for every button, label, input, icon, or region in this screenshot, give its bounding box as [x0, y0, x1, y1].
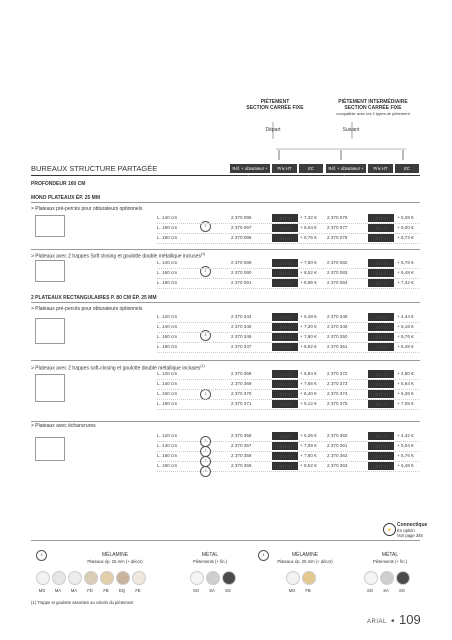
- group5-badge-0: 3: [200, 436, 211, 447]
- ref-cell: 2 370 363: [327, 463, 348, 468]
- ref-cell: 2 370 347: [231, 344, 252, 349]
- price-box: 591 €: [368, 370, 394, 378]
- swatch-eq: [116, 571, 130, 585]
- size-cell: L. 140 cm: [157, 381, 178, 386]
- ref-cell: 2 370 350: [327, 334, 348, 339]
- price-box: 581 €: [368, 259, 394, 267]
- ref-cell: 2 370 346: [327, 314, 348, 319]
- finish-right-metal-sub: Piètements (+ fin.): [372, 559, 408, 564]
- swatch-mg: [36, 571, 50, 585]
- ec-cell: + 9,76 €: [300, 235, 317, 240]
- ec-cell: + 9,96 €: [300, 280, 317, 285]
- metal-swatch-sg: [396, 571, 410, 585]
- table-row: [0, 461, 452, 471]
- price-box: 448 €: [368, 452, 394, 460]
- price-box: 631 €: [368, 390, 394, 398]
- swatch-label: MA: [54, 588, 62, 593]
- group3-badge: 3: [200, 330, 211, 341]
- finish-right-metal-title: MÉTAL: [381, 552, 399, 558]
- ec-cell: + 6,36 €: [300, 433, 317, 438]
- price-box: 499 €: [272, 333, 298, 341]
- swatch-mg: [286, 571, 300, 585]
- price-box: 550 €: [272, 462, 298, 470]
- table-row: [0, 233, 452, 243]
- table-row: [0, 258, 452, 268]
- ref-cell: 2 370 098: [231, 235, 252, 240]
- ref-cell: 2 370 359: [231, 463, 252, 468]
- ec-cell: + 4,80 €: [397, 371, 414, 376]
- size-cell: L. 120 cm: [157, 371, 178, 376]
- group4-rule: [31, 360, 420, 361]
- size-cell: L. 160 cm: [157, 334, 178, 339]
- ref-cell: 2 370 097: [231, 225, 252, 230]
- header-cell-price1: Prix HT: [272, 164, 297, 173]
- ec-cell: + 7,08 €: [397, 401, 414, 406]
- swatch-fd: [84, 571, 98, 585]
- header-cell-ref1: Réf. + obturateur + fin.: [230, 164, 270, 173]
- ref-cell: 2 370 077: [327, 225, 348, 230]
- ec-cell: + 5,28 €: [397, 215, 414, 220]
- swatch-fb: [100, 571, 114, 585]
- metal-swatch-label: SA: [209, 588, 215, 593]
- row-divider: [157, 352, 420, 353]
- connectique-title: Connectique: [397, 522, 428, 528]
- size-cell: L. 120 cm: [157, 314, 178, 319]
- size-cell: L. 160 cm: [157, 225, 178, 230]
- size-cell: L. 140 cm: [157, 443, 178, 448]
- ec-cell: + 4,44 €: [397, 314, 414, 319]
- ref-cell: 2 370 356: [231, 433, 252, 438]
- ec-cell: + 6,72 €: [397, 235, 414, 240]
- desk-top: [276, 148, 406, 150]
- group5-badge-3: 3: [200, 466, 211, 477]
- header-cell-ec2: EC: [395, 164, 419, 173]
- footer-dot: •: [391, 616, 395, 627]
- ec-cell: + 6,36 €: [397, 391, 414, 396]
- price-box: 713 €: [272, 279, 298, 287]
- metal-swatch-so: [364, 571, 378, 585]
- ec-cell: + 5,76 €: [397, 260, 414, 265]
- size-cell: L. 180 cm: [157, 280, 178, 285]
- price-box: 478 €: [272, 224, 298, 232]
- metal-swatch-label: SG: [224, 588, 232, 593]
- suivant-label: Suivant: [342, 127, 360, 133]
- price-box: 488 €: [272, 432, 298, 440]
- leg-left: [278, 150, 280, 160]
- size-cell: L. 180 cm: [157, 235, 178, 240]
- ref-cell: 2 370 344: [231, 314, 252, 319]
- mono-plateaux-heading: MONO PLATEAUX ÉP. 25 MM: [31, 195, 100, 201]
- ref-cell: 2 370 349: [327, 324, 348, 329]
- table-row: [0, 441, 452, 451]
- price-box: 672 €: [272, 370, 298, 378]
- price-box: 631 €: [368, 279, 394, 287]
- ec-cell: + 8,52 €: [300, 463, 317, 468]
- price-box: 499 €: [272, 234, 298, 242]
- size-cell: L. 160 cm: [157, 391, 178, 396]
- size-cell: L. 120 cm: [157, 433, 178, 438]
- finish-right-melamine-sub: Plateaux ép. 25 mm (+ décor): [277, 559, 333, 564]
- ec-cell: + 5,76 €: [397, 334, 414, 339]
- table-row: [0, 369, 452, 379]
- group2-badge: 2: [200, 266, 211, 277]
- row-divider: [157, 243, 420, 244]
- ec-cell: + 7,08 €: [300, 443, 317, 448]
- ref-cell: 2 370 374: [327, 391, 348, 396]
- ref-cell: 2 370 362: [327, 453, 348, 458]
- ec-cell: + 8,52 €: [300, 344, 317, 349]
- metal-swatch-sa: [206, 571, 220, 585]
- price-box: 652 €: [368, 400, 394, 408]
- swatch-label: FD: [87, 588, 93, 593]
- size-cell: L. 140 cm: [157, 260, 178, 265]
- pietement-right-line2: SECTION CARRÉE FIXE: [344, 105, 402, 111]
- section-title: BUREAUX STRUCTURE PARTAGÉE: [31, 164, 158, 173]
- size-cell: L. 180 cm: [157, 401, 178, 406]
- ec-cell: + 8,52 €: [300, 270, 317, 275]
- table-row: [0, 223, 452, 233]
- price-box: 438 €: [368, 343, 394, 351]
- pietement-right-label: [318, 99, 428, 117]
- group5-badge-1: 2: [200, 446, 211, 457]
- ref-cell: 2 370 371: [231, 401, 252, 406]
- swatch-ma: [68, 571, 82, 585]
- price-box: 458 €: [272, 313, 298, 321]
- ec-cell: + 5,16 €: [397, 324, 414, 329]
- ref-cell: 2 370 083: [327, 270, 348, 275]
- price-box: 508 €: [272, 442, 298, 450]
- price-box: 417 €: [368, 333, 394, 341]
- price-box: 316 €: [368, 214, 394, 222]
- price-box: 407 €: [368, 432, 394, 440]
- price-box: 357 €: [368, 224, 394, 232]
- ec-cell: + 5,64 €: [397, 381, 414, 386]
- price-box: 713 €: [272, 390, 298, 398]
- group1-title: > Plateaux pré-percés pour obturateurs optionnels: [31, 206, 143, 212]
- group2-rule: [31, 249, 420, 250]
- row-divider: [157, 471, 420, 472]
- row-divider: [157, 288, 420, 289]
- swatch-label: FB: [305, 588, 311, 593]
- leg-mid: [340, 150, 342, 160]
- group1-badge: 2: [200, 221, 211, 232]
- depart-label: Départ: [265, 127, 281, 133]
- ref-cell: 2 370 096: [231, 215, 252, 220]
- price-box: 458 €: [272, 214, 298, 222]
- metal-swatch-label: SG: [398, 588, 406, 593]
- price-box: 693 €: [272, 269, 298, 277]
- footnote: (1) Trappe et goulotte assorties au coloris du piètement: [31, 600, 134, 605]
- price-box: 529 €: [272, 452, 298, 460]
- ec-cell: + 8,64 €: [300, 225, 317, 230]
- finish-right-badge: 4: [258, 550, 269, 561]
- swatch-label: FB: [103, 588, 109, 593]
- ec-cell: + 6,48 €: [397, 463, 414, 468]
- connectique-ref: Voir page 345: [397, 533, 423, 538]
- swatch-label: MA: [70, 588, 78, 593]
- price-box: 672 €: [272, 259, 298, 267]
- ref-cell: 2 370 370: [231, 391, 252, 396]
- ec-cell: + 7,20 €: [300, 324, 317, 329]
- ref-cell: 2 370 351: [327, 344, 348, 349]
- ec-cell: + 5,76 €: [397, 453, 414, 458]
- ref-cell: 2 370 090: [231, 270, 252, 275]
- group2-title-text: > Plateaux avec 2 trappes Soft closing et goulotte double métallique incluses: [31, 253, 201, 260]
- table-row: [0, 332, 452, 342]
- rect-rule: [31, 302, 420, 303]
- ec-cell: + 4,32 €: [397, 433, 414, 438]
- ref-cell: 2 370 082: [327, 260, 348, 265]
- table-row: [0, 451, 452, 461]
- ec-cell: + 7,80 €: [300, 260, 317, 265]
- ec-cell: + 6,48 €: [300, 314, 317, 319]
- swatch-fe: [132, 571, 146, 585]
- metal-swatch-sg: [222, 571, 236, 585]
- size-cell: L. 160 cm: [157, 453, 178, 458]
- ref-cell: 2 370 372: [327, 371, 348, 376]
- ref-cell: 2 370 091: [231, 280, 252, 285]
- ref-cell: 2 370 345: [231, 324, 252, 329]
- section-rule: [31, 175, 420, 176]
- metal-swatch-label: SO: [192, 588, 200, 593]
- size-cell: L. 140 cm: [157, 215, 178, 220]
- finish-left-metal-title: MÉTAL: [201, 552, 219, 558]
- table-row: [0, 278, 452, 288]
- table-row: [0, 312, 452, 322]
- group4-title-text: > Plateaux avec 2 trappes soft-closing et goulotte double métallique incluses: [31, 365, 201, 372]
- ref-cell: 2 370 357: [231, 443, 252, 448]
- ref-cell: 2 370 076: [327, 215, 348, 220]
- price-box: 611 €: [368, 380, 394, 388]
- ref-cell: 2 370 361: [327, 443, 348, 448]
- ec-cell: + 5,04 €: [397, 443, 414, 448]
- pietement-right-note: compatible avec les 2 types de piétement: [336, 111, 410, 116]
- price-box: 417 €: [368, 234, 394, 242]
- size-cell: L. 180 cm: [157, 344, 178, 349]
- group4-title-sup: (1): [200, 364, 205, 368]
- size-cell: L. 180 cm: [157, 463, 178, 468]
- price-box: 519 €: [272, 343, 298, 351]
- swatch-fb: [302, 571, 316, 585]
- ec-cell: + 6,48 €: [397, 344, 414, 349]
- group5-title: > Plateaux avec échancrures: [31, 423, 96, 429]
- finishes-rule: [31, 540, 420, 541]
- price-box: 427 €: [368, 442, 394, 450]
- header-cell-price2: Prix HT: [368, 164, 393, 173]
- ref-cell: 2 370 373: [327, 381, 348, 386]
- group4-badge: 2: [200, 389, 211, 400]
- ec-cell: + 7,56 €: [300, 381, 317, 386]
- connectique-block: [397, 522, 427, 538]
- table-row: [0, 213, 452, 223]
- ec-cell: + 6,48 €: [397, 270, 414, 275]
- connectique-sub: En option: [397, 528, 415, 533]
- footer-brand: ARIAL: [367, 619, 387, 625]
- swatch-label: MG: [38, 588, 46, 593]
- metal-swatch-label: SA: [383, 588, 389, 593]
- ec-cell: + 8,40 €: [300, 391, 317, 396]
- ec-cell: + 7,80 €: [300, 453, 317, 458]
- finish-left-metal-sub: Piètements (+ fin.): [192, 559, 228, 564]
- table-row: [0, 379, 452, 389]
- table-row: [0, 399, 452, 409]
- pietement-left-label: [240, 99, 310, 111]
- swatch-label: EQ: [118, 588, 126, 593]
- table-row: [0, 268, 452, 278]
- ec-cell: + 9,12 €: [300, 401, 317, 406]
- ref-cell: 2 370 084: [327, 280, 348, 285]
- size-cell: L. 140 cm: [157, 324, 178, 329]
- pietement-right-line1: PIÉTEMENT INTERMÉDIAIRE: [338, 99, 408, 105]
- price-box: 316 €: [368, 313, 394, 321]
- leg-right: [402, 150, 404, 160]
- price-box: 611 €: [368, 269, 394, 277]
- size-cell: L. 160 cm: [157, 270, 178, 275]
- ec-cell: + 6,00 €: [397, 225, 414, 230]
- metal-swatch-so: [190, 571, 204, 585]
- ref-cell: 2 370 346: [231, 334, 252, 339]
- footer-page: 109: [399, 612, 421, 627]
- swatch-ma: [52, 571, 66, 585]
- ref-cell: 2 370 375: [327, 401, 348, 406]
- table-row: [0, 431, 452, 441]
- ref-cell: 2 370 360: [327, 433, 348, 438]
- swatch-label: MG: [288, 588, 296, 593]
- price-box: 478 €: [272, 323, 298, 331]
- ref-cell: 2 370 089: [231, 260, 252, 265]
- ref-cell: 2 370 369: [231, 381, 252, 386]
- mono-rule: [31, 202, 420, 203]
- row-divider: [157, 409, 420, 410]
- ec-cell: + 7,32 €: [300, 215, 317, 220]
- pietement-left-line1: PIÉTEMENT: [260, 99, 290, 105]
- table-row: [0, 322, 452, 332]
- swatch-label: FE: [135, 588, 141, 593]
- ref-cell: 2 370 078: [327, 235, 348, 240]
- rectangulaires-heading: 2 PLATEAUX RECTANGULAIRES P. 80 CM ÉP. 25 MM: [31, 295, 157, 301]
- group5-badge-2: 2: [200, 456, 211, 467]
- ref-cell: 2 370 358: [231, 453, 252, 458]
- pietement-left-line2: SECTION CARRÉE FIXE: [246, 105, 304, 111]
- group2-title-sup: (1): [200, 252, 206, 256]
- price-box: 357 €: [368, 323, 394, 331]
- header-cell-ec1: EC: [299, 164, 323, 173]
- ec-cell: + 7,80 €: [300, 334, 317, 339]
- finish-left-melamine-title: MÉLAMINE: [101, 552, 129, 558]
- group5-rule: [31, 421, 420, 422]
- group3-title: > Plateaux pré-percés pour obturateurs optionnels: [31, 306, 143, 312]
- metal-swatch-label: SO: [366, 588, 374, 593]
- ec-cell: + 7,32 €: [397, 280, 414, 285]
- header-cell-ref2: Réf. + obturateur + fin.: [326, 164, 366, 173]
- price-box: 693 €: [272, 380, 298, 388]
- table-row: [0, 389, 452, 399]
- connectique-icon: ⚡: [383, 523, 396, 536]
- price-box: 468 €: [368, 462, 394, 470]
- finish-left-melamine-sub: Plateaux ép. 25 mm (+ décor): [87, 559, 143, 564]
- ref-cell: 2 370 368: [231, 371, 252, 376]
- finish-right-melamine-title: MÉLAMINE: [291, 552, 319, 558]
- profondeur-heading: PROFONDEUR 160 CM: [31, 181, 86, 187]
- finish-left-badge: 3: [36, 550, 47, 561]
- price-box: 733 €: [272, 400, 298, 408]
- ec-cell: + 6,84 €: [300, 371, 317, 376]
- metal-swatch-sa: [380, 571, 394, 585]
- table-row: [0, 342, 452, 352]
